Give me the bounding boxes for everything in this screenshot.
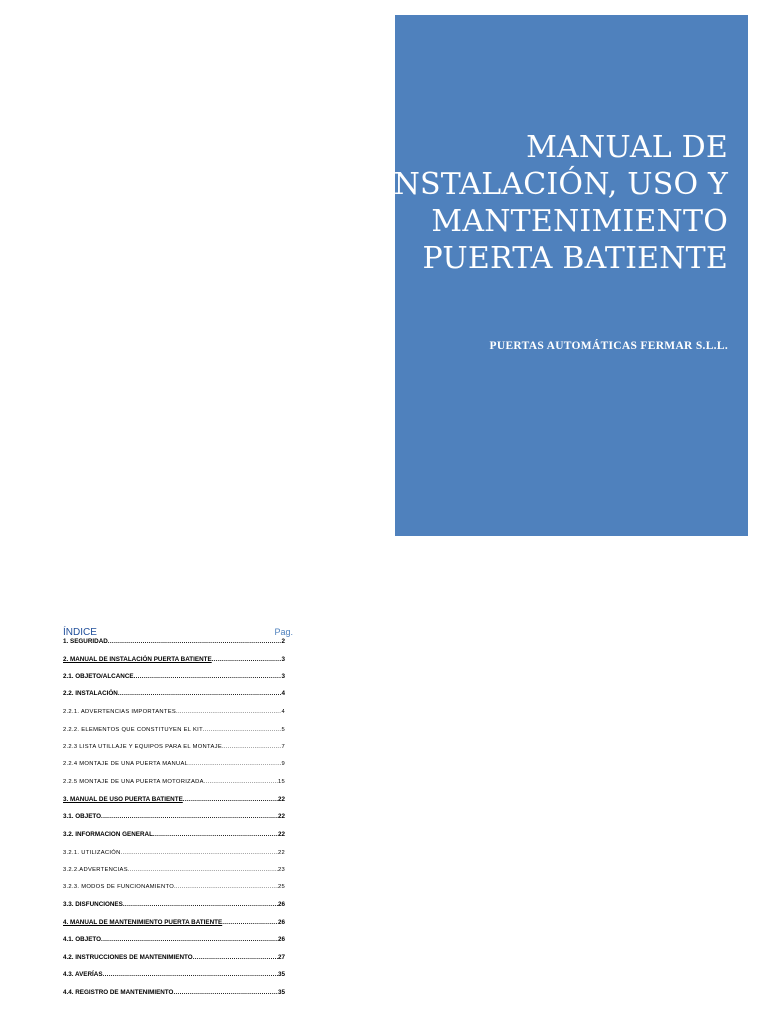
toc-leader xyxy=(176,708,281,716)
toc-entry-page: 25 xyxy=(277,884,285,890)
toc-entry-page: 2 xyxy=(281,638,285,645)
toc-entry-page: 22 xyxy=(277,796,285,803)
toc-entry[interactable] xyxy=(63,656,285,664)
toc-leader xyxy=(121,849,278,857)
toc-entry-page: 22 xyxy=(277,850,285,856)
toc-entry-label: 4.1. OBJETO xyxy=(63,936,102,943)
toc-entry-label: 4.2. INSTRUCCIONES DE MANTENIMIENTO xyxy=(63,954,193,961)
toc-entry-label: 2.2. INSTALACIÓN xyxy=(63,690,118,697)
cover-title-line: INSTALACIÓN, USO Y xyxy=(381,167,728,202)
toc-entry[interactable] xyxy=(63,849,285,857)
toc-entry[interactable] xyxy=(63,936,285,944)
toc-entry[interactable] xyxy=(63,866,285,874)
toc-entry-label: 4.3. AVERÍAS xyxy=(63,971,103,978)
toc-title: ÍNDICE xyxy=(63,627,97,638)
toc-entry-page: 35 xyxy=(277,971,285,978)
toc-entry-label: 2.2.5 MONTAJE DE UNA PUERTA MOTORIZADA xyxy=(63,779,204,785)
toc-leader xyxy=(101,936,278,944)
toc-leader xyxy=(203,726,282,734)
cover-panel xyxy=(381,15,748,536)
toc-entry-page: 26 xyxy=(277,936,285,943)
toc-entry[interactable] xyxy=(63,708,285,716)
toc-leader xyxy=(153,831,278,839)
toc-entry-page: 4 xyxy=(281,690,285,697)
toc-entry[interactable] xyxy=(63,638,285,646)
toc-entry[interactable] xyxy=(63,673,285,681)
toc-entry[interactable] xyxy=(63,989,285,997)
toc-entry[interactable] xyxy=(63,919,285,927)
toc-entry-label: 2.2.2. ELEMENTOS QUE CONSTITUYEN EL KIT xyxy=(63,727,203,733)
toc-entry-label: 2.2.3 LISTA UTILLAJE Y EQUIPOS PARA EL MONTAJE xyxy=(63,744,222,750)
toc-leader xyxy=(212,656,282,664)
toc-entry[interactable] xyxy=(63,778,285,786)
toc-entry[interactable] xyxy=(63,954,285,962)
toc-leader xyxy=(188,760,281,768)
toc-entry-label: 4. MANUAL DE MANTENIMIENTO PUERTA BATIENTE xyxy=(63,919,223,926)
toc-entry[interactable] xyxy=(63,760,285,768)
toc-entry-label: 3.2.1. UTILIZACIÓN xyxy=(63,850,121,856)
toc-entry-page: 22 xyxy=(277,813,285,820)
toc-entry[interactable] xyxy=(63,690,285,698)
toc-leader xyxy=(118,690,282,698)
toc-entry[interactable] xyxy=(63,726,285,734)
toc-leader xyxy=(108,638,282,646)
toc-entry-page: 35 xyxy=(277,989,285,996)
cover-title-line: MANTENIMIENTO xyxy=(431,204,728,239)
cover-title xyxy=(382,129,728,277)
company-name: PUERTAS AUTOMÁTICAS FERMAR S.L.L. xyxy=(489,340,728,352)
toc-entry-label: 3.2.2.ADVERTENCIAS xyxy=(63,867,128,873)
toc-leader xyxy=(222,743,281,751)
toc-leader xyxy=(134,673,282,681)
toc-entry-page: 27 xyxy=(277,954,285,961)
toc-entry[interactable] xyxy=(63,901,285,909)
toc-entry-label: 2.2.4 MONTAJE DE UNA PUERTA MANUAL xyxy=(63,761,189,767)
toc-entry-page: 22 xyxy=(277,831,285,838)
toc-entry-page: 26 xyxy=(277,901,285,908)
toc-entry[interactable] xyxy=(63,883,285,891)
toc-entry-label: 3.2. INFORMACION GENERAL xyxy=(63,831,153,838)
toc-leader xyxy=(183,796,278,804)
toc-entry-label: 2.2.1. ADVERTENCIAS IMPORTANTES xyxy=(63,709,177,715)
toc-entry-label: 2. MANUAL DE INSTALACIÓN PUERTA BATIENTE xyxy=(63,656,212,663)
toc-entry-label: 3.3. DISFUNCIONES xyxy=(63,901,123,908)
toc-entry-page: 4 xyxy=(281,709,285,715)
toc-entry-label: 3.1. OBJETO xyxy=(63,813,102,820)
toc-page-label: Pag. xyxy=(274,627,293,637)
cover-title-line: PUERTA BATIENTE xyxy=(422,241,728,276)
toc-leader xyxy=(128,866,278,874)
table-of-contents xyxy=(63,627,293,996)
toc-entry-page: 26 xyxy=(277,919,285,926)
toc-entry[interactable] xyxy=(63,971,285,979)
toc-leader xyxy=(222,919,278,927)
toc-entry[interactable] xyxy=(63,831,285,839)
toc-leader xyxy=(103,971,278,979)
toc-entry[interactable] xyxy=(63,813,285,821)
toc-entry-page: 5 xyxy=(281,727,285,733)
toc-leader xyxy=(204,778,278,786)
toc-leader xyxy=(174,883,278,891)
toc-leader xyxy=(123,901,278,909)
toc-entry-page: 7 xyxy=(281,744,285,750)
toc-entry-label: 4.4. REGISTRO DE MANTENIMIENTO xyxy=(63,989,174,996)
toc-entry-page: 3 xyxy=(281,673,285,680)
toc-entry-label: 1. SEGURIDAD xyxy=(63,638,108,645)
toc-leader xyxy=(173,989,278,997)
cover-title-line: MANUAL DE xyxy=(526,130,728,165)
toc-entry-page: 9 xyxy=(281,761,285,767)
toc-entry-page: 23 xyxy=(277,867,285,873)
toc-entry[interactable] xyxy=(63,796,285,804)
toc-leader xyxy=(193,954,278,962)
toc-entry-page: 3 xyxy=(281,656,285,663)
toc-entry-page: 15 xyxy=(277,779,285,785)
toc-entry[interactable] xyxy=(63,743,285,751)
toc-leader xyxy=(101,813,278,821)
toc-entry-label: 3. MANUAL DE USO PUERTA BATIENTE xyxy=(63,796,183,803)
toc-entry-label: 2.1. OBJETO/ALCANCE xyxy=(63,673,134,680)
toc-entry-label: 3.2.3. MODOS DE FUNCIONAMIENTO xyxy=(63,884,174,890)
